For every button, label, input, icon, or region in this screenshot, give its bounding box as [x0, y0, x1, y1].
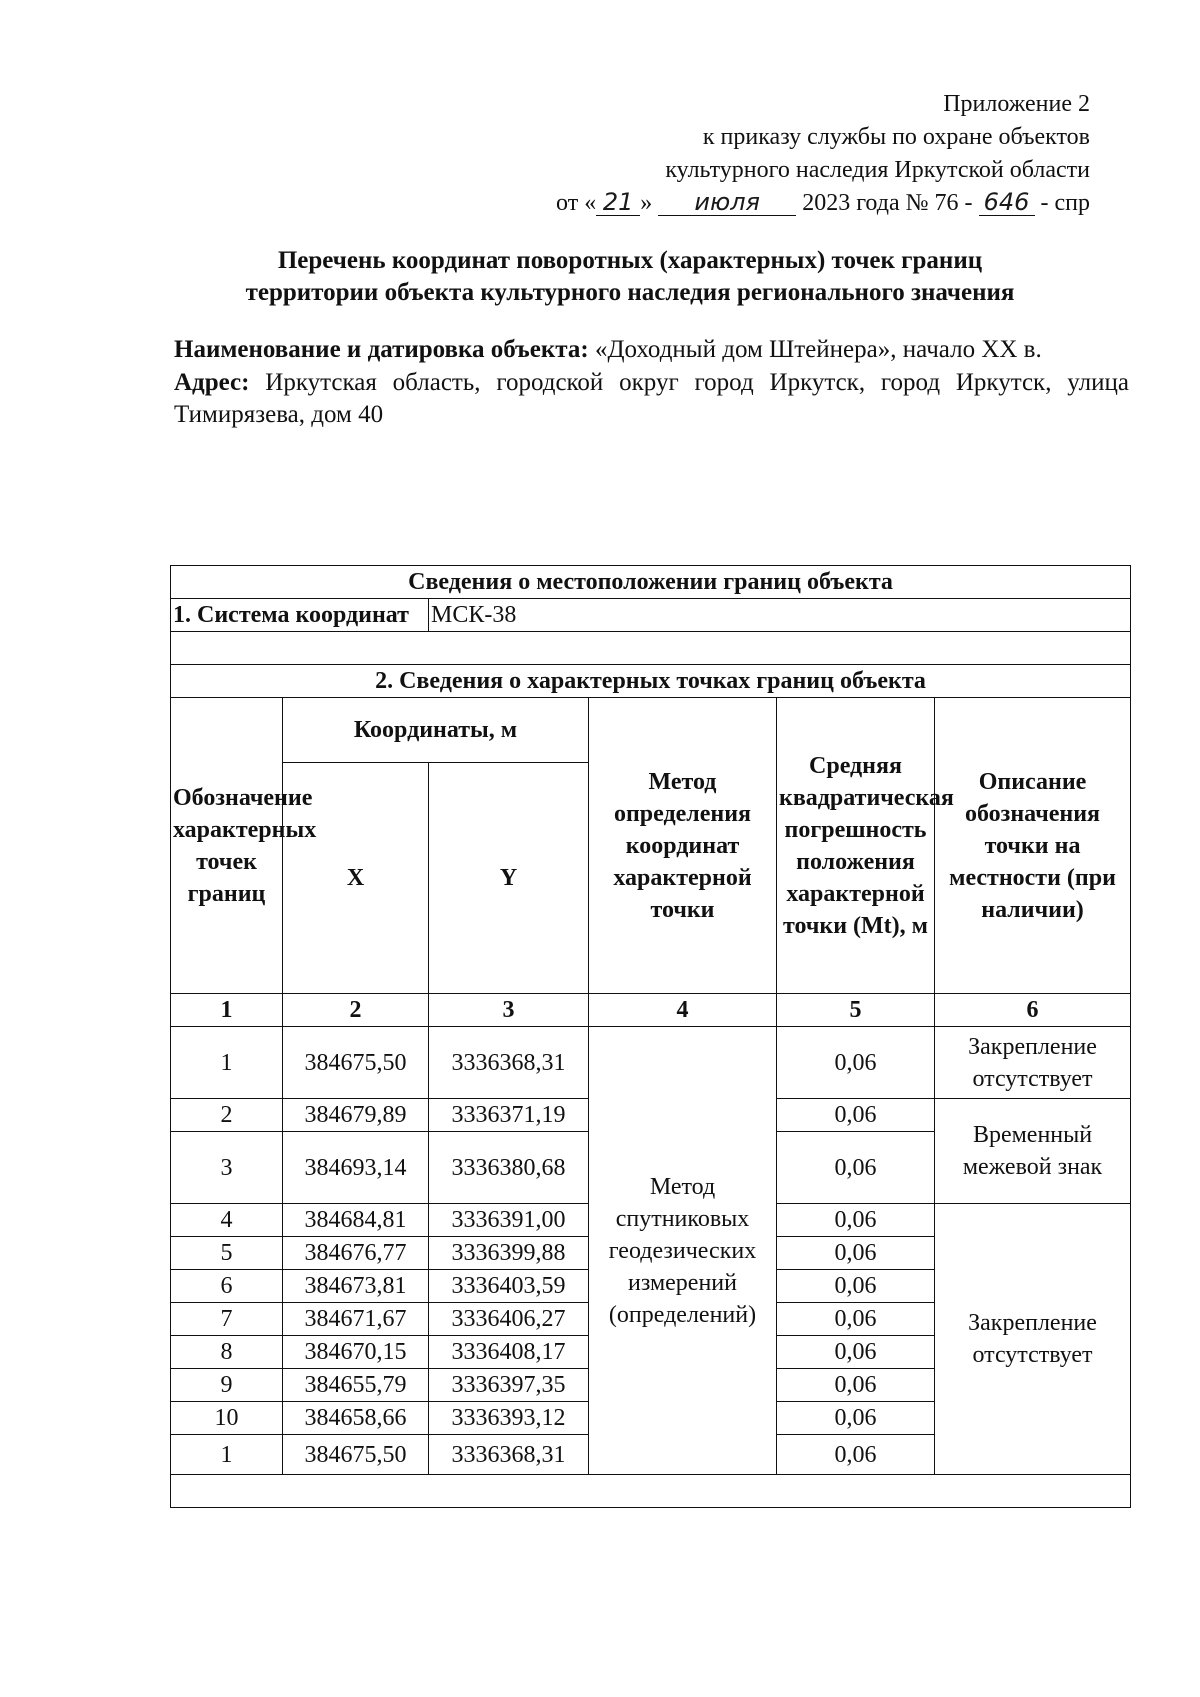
boundaries-table: [170, 565, 1131, 1508]
point-x: 384675,50: [283, 1027, 429, 1099]
header-row-1: [171, 698, 1131, 763]
object-address-value: Иркутская область, городской округ город Иркутск, город Иркутск, улица Тимирязева, дом 40: [174, 369, 1130, 428]
point-x: 384684,81: [283, 1204, 429, 1237]
appendix-header: [390, 88, 1090, 220]
appendix-order-ref: к приказу службы по охране объектов: [702, 124, 1090, 150]
point-mt: 0,06: [777, 1027, 935, 1099]
point-mt: 0,06: [777, 1237, 935, 1270]
point-mt: 0,06: [777, 1303, 935, 1336]
point-y: 3336391,00: [429, 1204, 589, 1237]
column-number-2: 2: [283, 994, 429, 1027]
section-title: Сведения о местоположении границ объекта: [171, 566, 1131, 599]
point-number: 2: [171, 1099, 283, 1132]
point-mt: 0,06: [777, 1099, 935, 1132]
point-mt: 0,06: [777, 1435, 935, 1475]
header-y: Y: [429, 763, 589, 994]
point-y: 3336397,35: [429, 1369, 589, 1402]
header-x: X: [283, 763, 429, 994]
point-number: 4: [171, 1204, 283, 1237]
date-month: июля: [658, 189, 796, 216]
points-title: 2. Сведения о характерных точках границ объекта: [171, 665, 1131, 698]
point-number: 10: [171, 1402, 283, 1435]
section-title-row: [171, 566, 1131, 599]
date-day: 21: [596, 189, 640, 216]
document-title: [170, 245, 1090, 309]
coord-system-value: МСК-38: [429, 599, 1131, 632]
point-number: 6: [171, 1270, 283, 1303]
point-x: 384693,14: [283, 1132, 429, 1204]
header-coordinates: Координаты, м: [283, 698, 589, 763]
point-y: 3336408,17: [429, 1336, 589, 1369]
point-x: 384670,15: [283, 1336, 429, 1369]
point-y: 3336368,31: [429, 1027, 589, 1099]
description-group-3: Закрепление отсутствует: [935, 1204, 1131, 1475]
spacer-cell: [171, 632, 1131, 665]
point-x: 384671,67: [283, 1303, 429, 1336]
order-number: 646: [979, 189, 1035, 216]
point-number: 1: [171, 1027, 283, 1099]
column-numbers-row: [171, 994, 1131, 1027]
object-address-label: Адрес:: [174, 369, 250, 396]
column-number-3: 3: [429, 994, 589, 1027]
appendix-date-line: [390, 187, 1090, 220]
point-mt: 0,06: [777, 1336, 935, 1369]
object-name-value: «Доходный дом Штейнера», начало XX в.: [594, 336, 1042, 363]
point-x: 384675,50: [283, 1435, 429, 1475]
object-name-label: Наименование и датировка объекта:: [174, 336, 589, 363]
column-number-5: 5: [777, 994, 935, 1027]
point-y: 3336403,59: [429, 1270, 589, 1303]
spacer-row: [171, 632, 1131, 665]
date-prefix: от «: [556, 190, 597, 216]
point-x: 384673,81: [283, 1270, 429, 1303]
point-number: 8: [171, 1336, 283, 1369]
table-bottom-spacer: [171, 1475, 1131, 1508]
table-row: [171, 1027, 1131, 1099]
object-name-paragraph: [174, 334, 1129, 366]
column-number-6: 6: [935, 994, 1131, 1027]
point-number: 7: [171, 1303, 283, 1336]
header-designation: Обозначение характерных точек границ: [171, 698, 283, 994]
point-mt: 0,06: [777, 1132, 935, 1204]
column-number-1: 1: [171, 994, 283, 1027]
document-title-line2: территории объекта культурного наследия регионального значения: [245, 279, 1015, 306]
order-suffix: - спр: [1040, 190, 1090, 216]
point-y: 3336380,68: [429, 1132, 589, 1204]
date-quote-close: »: [640, 190, 653, 216]
point-x: 384658,66: [283, 1402, 429, 1435]
appendix-authority: культурного наследия Иркутской области: [665, 157, 1090, 183]
header-accuracy: Средняя квадратическая погрешность положения характерной точки (Mt), м: [777, 698, 935, 994]
coord-system-label: 1. Система координат: [171, 599, 429, 632]
point-x: 384679,89: [283, 1099, 429, 1132]
point-mt: 0,06: [777, 1204, 935, 1237]
point-y: 3336399,88: [429, 1237, 589, 1270]
column-number-4: 4: [589, 994, 777, 1027]
date-year-number: 2023 года № 76 -: [802, 190, 973, 216]
bottom-spacer-cell: [171, 1475, 1131, 1508]
appendix-title: Приложение 2: [943, 91, 1090, 117]
point-x: 384655,79: [283, 1369, 429, 1402]
point-mt: 0,06: [777, 1369, 935, 1402]
point-number: 5: [171, 1237, 283, 1270]
point-y: 3336393,12: [429, 1402, 589, 1435]
description-group-1: Закрепление отсутствует: [935, 1027, 1131, 1099]
document-title-line1: Перечень координат поворотных (характерных) точек границ: [277, 247, 983, 274]
description-group-2: Временный межевой знак: [935, 1099, 1131, 1204]
header-description: Описание обозначения точки на местности (при наличии): [935, 698, 1131, 994]
point-y: 3336368,31: [429, 1435, 589, 1475]
point-number: 3: [171, 1132, 283, 1204]
object-info: [174, 334, 1129, 432]
point-y: 3336371,19: [429, 1099, 589, 1132]
point-number: 9: [171, 1369, 283, 1402]
object-address-paragraph: [174, 367, 1129, 431]
coord-system-row: [171, 599, 1131, 632]
header-method: Метод определения координат характерной точки: [589, 698, 777, 994]
method-cell: Метод спутниковых геодезических измерений (определений): [589, 1027, 777, 1475]
points-title-row: [171, 665, 1131, 698]
point-y: 3336406,27: [429, 1303, 589, 1336]
point-mt: 0,06: [777, 1270, 935, 1303]
point-mt: 0,06: [777, 1402, 935, 1435]
point-number: 1: [171, 1435, 283, 1475]
point-x: 384676,77: [283, 1237, 429, 1270]
